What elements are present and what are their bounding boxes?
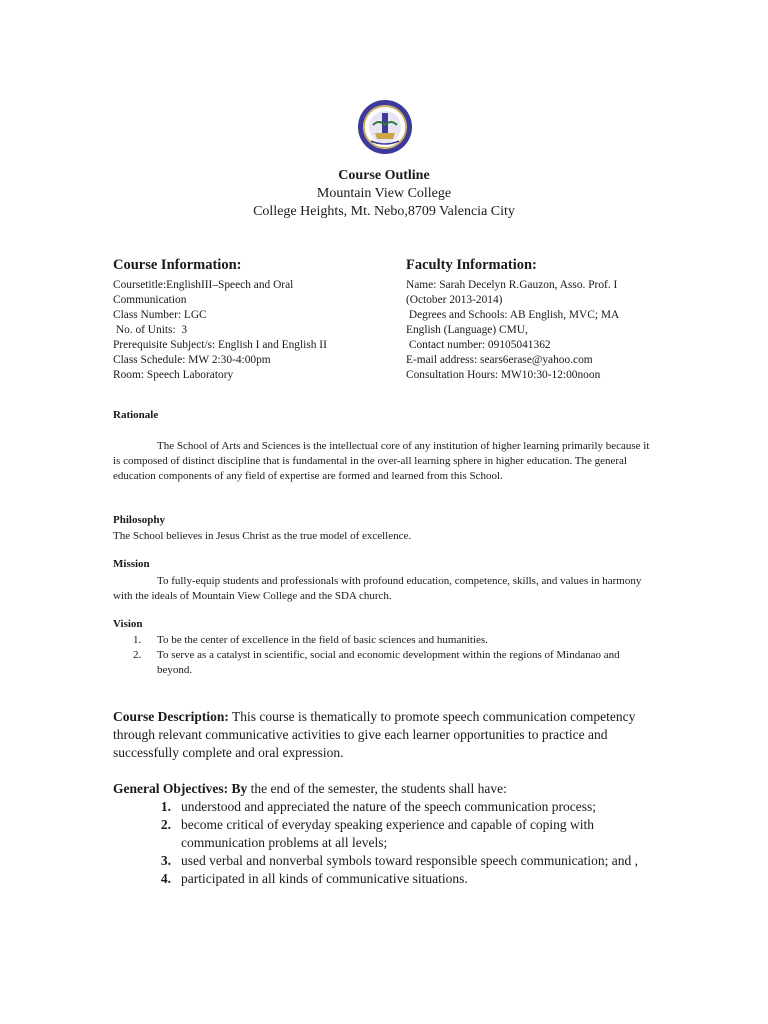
list-text: To be the center of excellence in the field of basic sciences and humanities.	[157, 634, 488, 646]
list-number: 3.	[160, 853, 171, 868]
course-info-line: Coursetitle:EnglishIII–Speech and Oral	[113, 279, 294, 291]
course-information-heading: Course Information:	[113, 257, 242, 273]
list-text: used verbal and nonverbal symbols toward responsible speech communication; and ,	[181, 853, 639, 868]
list-text: participated in all kinds of communicative situations.	[181, 871, 468, 886]
course-info-line: Class Number: LGC	[113, 309, 207, 321]
faculty-information-block	[406, 257, 676, 383]
general-objectives-intro-text: the end of the semester, the students shall have:	[247, 781, 507, 796]
course-description-label: Course Description:	[113, 709, 229, 724]
faculty-information-heading: Faculty Information:	[406, 257, 537, 273]
course-information-block	[113, 257, 398, 383]
list-item	[113, 648, 633, 678]
faculty-info-line: Consultation Hours: MW10:30-12:00noon	[406, 369, 601, 381]
objectives-list	[113, 798, 653, 888]
list-number: 4.	[160, 871, 171, 886]
list-number: 1.	[133, 634, 142, 646]
vision-list	[113, 633, 633, 678]
document-title: Course Outline	[338, 168, 430, 183]
course-info-line: Class Schedule: MW 2:30-4:00pm	[113, 354, 271, 366]
rationale-text: The School of Arts and Sciences is the intellectual core of any institution of higher learning primarily because it is composed of distinct discipline that is fundamental in the over-all learning sphere in higher education. The general education components of any field of expertise are formed and learned from this School.	[113, 440, 650, 482]
general-objectives-intro	[113, 780, 653, 798]
faculty-info-line: English (Language) CMU,	[406, 324, 528, 336]
faculty-info-line: Contact number: 09105041362	[406, 339, 551, 351]
list-item	[113, 633, 633, 648]
faculty-info-line: Degrees and Schools: AB English, MVC; MA	[406, 309, 620, 321]
list-text: understood and appreciated the nature of the speech communication process;	[181, 799, 596, 814]
faculty-info-line: E-mail address: sears6erase@yahoo.com	[406, 354, 593, 366]
course-description-text: This course is thematically to promote speech communication competency through relevant communicative activities to give each learner opportunities to practice and successfully complete and oral expression.	[113, 709, 636, 760]
college-address: College Heights, Mt. Nebo,8709 Valencia City	[253, 204, 515, 219]
course-info-line: Communication	[113, 294, 187, 306]
list-item	[113, 816, 653, 852]
course-info-line: Room: Speech Laboratory	[113, 369, 234, 381]
faculty-info-line: Name: Sarah Decelyn R.Gauzon, Asso. Prof. I	[406, 279, 618, 291]
list-text: To serve as a catalyst in scientific, social and economic development within the regions of Mindanao and beyond.	[157, 649, 620, 676]
college-seal-logo	[357, 99, 413, 155]
mission-heading: Mission	[113, 558, 150, 570]
college-name: Mountain View College	[316, 186, 452, 201]
list-item	[113, 798, 653, 816]
course-description	[113, 708, 653, 762]
list-number: 2.	[133, 649, 142, 661]
list-item	[113, 852, 653, 870]
rationale-heading: Rationale	[113, 409, 159, 421]
list-item	[113, 870, 653, 888]
course-info-line: No. of Units: 3	[113, 324, 188, 336]
general-objectives-label: General Objectives: By	[113, 781, 248, 796]
course-info-line: Prerequisite Subject/s: English I and English II	[113, 339, 327, 351]
list-number: 1.	[160, 799, 171, 814]
list-number: 2.	[160, 817, 171, 832]
philosophy-heading: Philosophy	[113, 514, 165, 526]
vision-heading: Vision	[113, 618, 143, 630]
list-text: become critical of everyday speaking experience and capable of coping with communication problems at all levels;	[181, 817, 595, 850]
mission-text: To fully-equip students and professionals with profound education, competence, skills, and values in harmony with the ideals of Mountain View College and the SDA church.	[113, 575, 642, 602]
faculty-info-line: (October 2013-2014)	[406, 294, 503, 306]
philosophy-text: The School believes in Jesus Christ as the true model of excellence.	[113, 530, 412, 542]
